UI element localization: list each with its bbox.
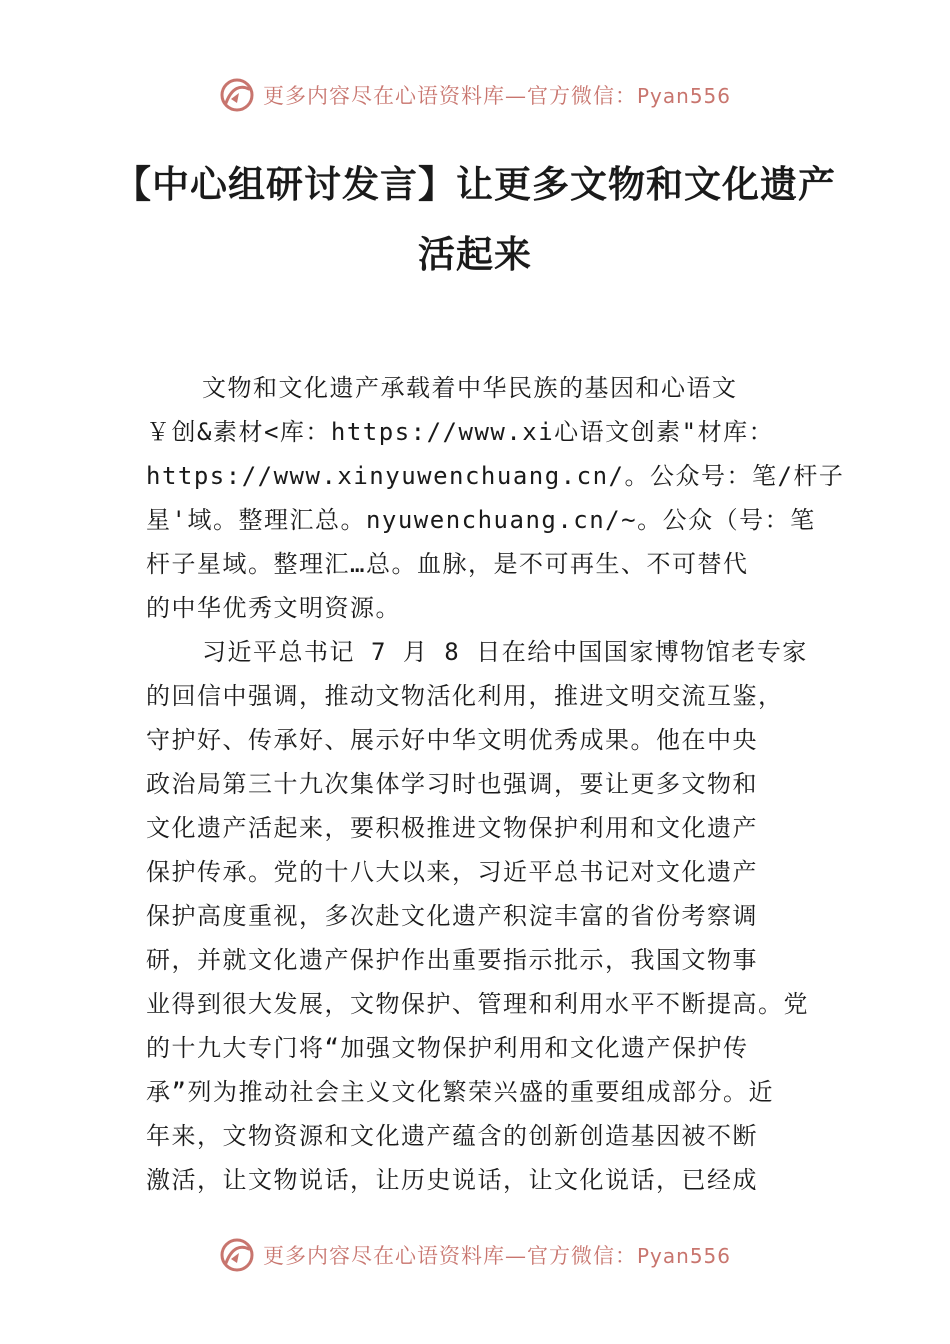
banner-text [263, 80, 731, 110]
body-line: 承”列为推动社会主义文化繁荣兴盛的重要组成部分。近 [146, 1078, 774, 1106]
body-line: 的回信中强调，推动文物活化利用，推进文明交流互鉴， [146, 682, 784, 710]
header-banner [0, 70, 950, 120]
body-line: 政治局第三十九次集体学习时也强调，要让更多文物和 [146, 770, 758, 798]
footer-banner [0, 1230, 950, 1280]
wechat-id: Pyan556 [636, 84, 731, 108]
brand-logo-icon [219, 1237, 255, 1273]
banner-text [263, 1240, 731, 1270]
body-line: ￥创&素材<库：https://www.xi心语文创素"材库： [146, 418, 775, 446]
body-line: 业得到很大发展，文物保护、管理和利用水平不断提高。党 [146, 990, 809, 1018]
document-title [0, 150, 950, 290]
banner-label: 更多内容尽在心语资料库—官方微信： [262, 1244, 637, 1268]
body-line: 激活，让文物说话，让历史说话，让文化说话，已经成 [146, 1166, 758, 1194]
body-line: 星'域。整理汇总。nyuwenchuang.cn/~。公众（号：笔 [146, 506, 816, 534]
banner-label: 更多内容尽在心语资料库—官方微信： [262, 84, 637, 108]
title-line-2: 活起来 [418, 233, 532, 276]
body-line: 的十九大专门将“加强文物保护利用和文化遗产保护传 [146, 1034, 749, 1062]
body-line: 保护高度重视，多次赴文化遗产积淀丰富的省份考察调 [146, 902, 758, 930]
body-line: 杆子星域。整理汇…总。血脉，是不可再生、不可替代 [146, 550, 749, 578]
body-line: https://www.xinyuwenchuang.cn/。公众号：笔/杆子 [146, 462, 845, 490]
body-line: 年来，文物资源和文化遗产蕴含的创新创造基因被不断 [146, 1122, 758, 1150]
body-line: 守护好、传承好、展示好中华文明优秀成果。他在中央 [146, 726, 758, 754]
brand-logo-icon [219, 77, 255, 113]
body-line: 的中华优秀文明资源。 [146, 594, 401, 622]
body-line: 习近平总书记 7 月 8 日在给中国国家博物馆老专家 [202, 638, 808, 666]
body-line: 研，并就文化遗产保护作出重要指示批示，我国文物事 [146, 946, 758, 974]
title-line-1: 【中心组研讨发言】让更多文物和文化遗产 [114, 163, 836, 206]
body-line: 文物和文化遗产承载着中华民族的基因和心语文 [202, 374, 738, 402]
document-body [146, 366, 845, 1202]
wechat-id: Pyan556 [636, 1244, 731, 1268]
body-line: 保护传承。党的十八大以来，习近平总书记对文化遗产 [146, 858, 758, 886]
body-line: 文化遗产活起来，要积极推进文物保护利用和文化遗产 [146, 814, 758, 842]
